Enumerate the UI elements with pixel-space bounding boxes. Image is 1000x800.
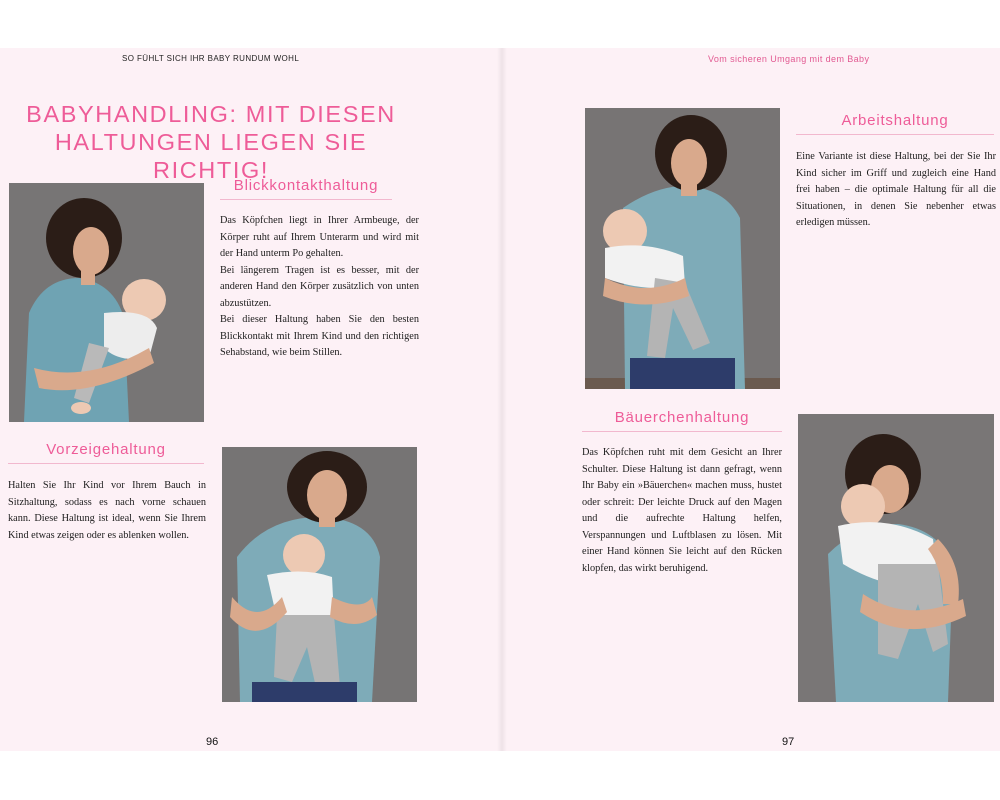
paragraph: Bei dieser Haltung haben Sie den besten Blickkontakt mit Ihrem Kind und den richtigen Sehabstand, wie beim Stillen. <box>220 314 419 358</box>
photo-vorzeigehaltung <box>222 447 417 702</box>
photo-arbeitshaltung-illustration <box>585 108 780 389</box>
text-baeuerchenhaltung <box>582 445 782 577</box>
paragraph: Eine Variante ist diese Haltung, bei der Sie Ihr Kind sicher im Griff und zugleich eine Hand frei haben – die optimale Haltung für all die Situationen, in denen Sie nebenher etwas erledigen müssen. <box>796 151 996 228</box>
paragraph: Halten Sie Ihr Kind vor Ihrem Bauch in Sitzhaltung, sodass es nach vorne schauen kann. Diese Haltung ist ideal, wenn Sie Ihrem Kind etwas zeigen oder es ablenken wollen. <box>8 480 206 541</box>
photo-baeuerchenhaltung <box>798 414 994 702</box>
chapter-title-line-2: HALTUNGEN LIEGEN SIE RICHTIG! <box>54 129 368 183</box>
page-number-right: 97 <box>782 736 795 748</box>
heading-blickkontakthaltung: Blickkontakthaltung <box>220 177 392 200</box>
chapter-title <box>0 100 422 184</box>
photo-vorzeigehaltung-illustration <box>222 447 417 702</box>
photo-blickkontakthaltung-illustration <box>9 183 204 422</box>
photo-arbeitshaltung <box>585 108 780 389</box>
paragraph: Bei längerem Tragen ist es besser, mit der anderen Hand den Körper zusätzlich von unten abzustützen. <box>220 264 419 309</box>
paragraph: Das Köpfchen liegt in Ihrer Armbeuge, der Körper ruht auf Ihrem Unterarm und wird mit der Hand unterm Po gehalten. <box>220 215 419 259</box>
text-arbeitshaltung <box>796 149 996 232</box>
page-number-left: 96 <box>206 736 219 748</box>
running-head-right: Vom sicheren Umgang mit dem Baby <box>708 54 870 64</box>
running-head-left: SO FÜHLT SICH IHR BABY RUNDUM WOHL <box>122 54 300 63</box>
book-gutter <box>497 48 507 751</box>
heading-vorzeigehaltung: Vorzeigehaltung <box>8 441 204 464</box>
photo-baeuerchenhaltung-illustration <box>798 414 994 702</box>
text-vorzeigehaltung <box>8 478 206 544</box>
chapter-title-line-1: BABYHANDLING: MIT DIESEN <box>26 101 396 127</box>
heading-baeuerchenhaltung: Bäuerchenhaltung <box>582 409 782 432</box>
paragraph: Das Köpfchen ruht mit dem Gesicht an Ihrer Schulter. Diese Haltung ist dann gefragt, wenn Ihr Baby ein »Bäuerchen« machen muss, hustet oder schreit: Der leichte Druck auf den Magen und die aufrechte Haltung helfen, Verspannungen und Luftblasen zu lösen. Mit einer Hand können Sie leicht auf den Rücken klopfen, das wirkt beruhigend. <box>582 447 782 574</box>
heading-arbeitshaltung: Arbeitshaltung <box>796 112 994 135</box>
text-blickkontakthaltung <box>220 213 419 362</box>
photo-blickkontakthaltung <box>9 183 204 422</box>
book-spread <box>0 48 1000 751</box>
